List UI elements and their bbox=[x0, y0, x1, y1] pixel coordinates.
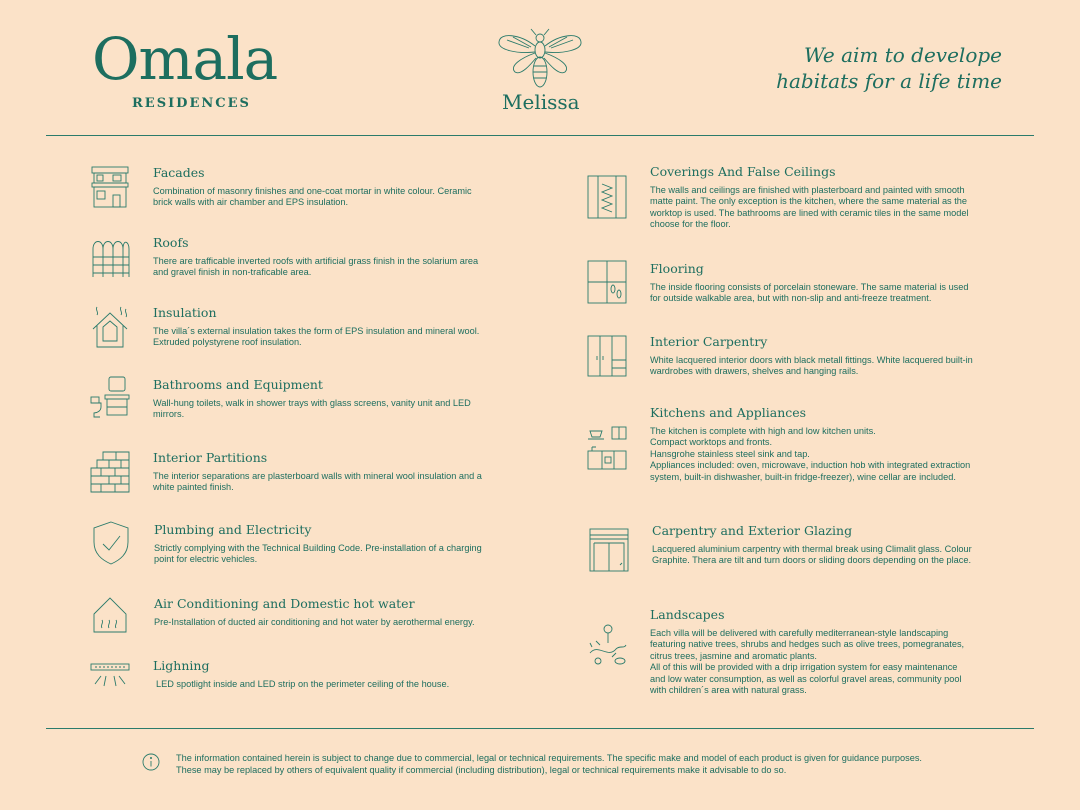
insulation-house-icon bbox=[91, 305, 131, 349]
facade-icon bbox=[91, 165, 131, 209]
description-line: Compact worktops and fronts. bbox=[650, 437, 773, 448]
feature-description: Pre-Installation of ducted air conditioning and hot water by aerothermal energy. bbox=[154, 617, 475, 627]
tagline-line-1: We aim to develope bbox=[803, 43, 1002, 67]
heating-house-icon bbox=[92, 596, 132, 640]
wall-covering-icon bbox=[588, 176, 628, 220]
feature-description: Combination of masonry finishes and one-coat mortar in white colour. Ceramic brick walls with air chamber and EPS insulation. bbox=[153, 186, 472, 208]
footer-divider bbox=[46, 728, 1034, 729]
shield-check-icon bbox=[92, 522, 132, 566]
feature-title: Interior Carpentry bbox=[650, 334, 768, 349]
feature-description: Lacquered aluminium carpentry with thermal break using Climalit glass. Colour Graphite. Thera are tilt and turn doors or sliding doors depending on the place. bbox=[652, 544, 972, 566]
feature-description: The villa´s external insulation takes the form of EPS insulation and mineral wool. Extruded polystyrene roof insulation. bbox=[153, 326, 480, 348]
feature-description: LED spotlight inside and LED strip on the perimeter ceiling of the house. bbox=[156, 679, 450, 689]
floor-tiles-icon bbox=[588, 261, 628, 305]
feature-description: The inside flooring consists of porcelain stoneware. The same material is used for outside walkable area, but with non-slip and anti-freeze treatment. bbox=[650, 282, 969, 304]
bathroom-icon bbox=[91, 377, 131, 421]
tagline-line-2: habitats for a life time bbox=[776, 69, 1002, 93]
feature-title: Air Conditioning and Domestic hot water bbox=[154, 596, 415, 611]
feature-title: Plumbing and Electricity bbox=[154, 522, 312, 537]
info-icon bbox=[142, 753, 160, 771]
feature-title: Coverings And False Ceilings bbox=[650, 164, 836, 179]
description-line: Appliances included: oven, microwave, induction hob with integrated extraction system, built-in dishwasher, built-in fridge-freezer), wine cellar are included. bbox=[650, 460, 971, 482]
feature-description bbox=[650, 628, 975, 696]
header-divider bbox=[46, 135, 1034, 136]
logo-subtitle: RESIDENCES bbox=[132, 96, 251, 111]
feature-description: The walls and ceilings are finished with plasterboard and painted with smooth matte paint. The only exception is the kitchen, where the same material as the worktop is used. The bathrooms are lined with ceramic tiles in the same model choose for the floor. bbox=[650, 185, 969, 230]
window-icon bbox=[590, 529, 630, 573]
description-line: All of this will be provided with a drip irrigation system for easy maintenance and low water consumption, as well as colorful gravel areas, community pool with children´s area with natural grass. bbox=[650, 662, 962, 696]
kitchen-icon bbox=[588, 425, 628, 469]
description-line: Hansgrohe stainless steel sink and tap. bbox=[650, 448, 810, 459]
feature-title: Roofs bbox=[153, 235, 189, 250]
feature-description: White lacquered interior doors with black metall fittings. White lacquered built-in wardrobes with drawers, shelves and hanging rails. bbox=[650, 355, 973, 377]
led-light-icon bbox=[91, 658, 131, 702]
feature-description: There are trafficable inverted roofs with artificial grass finish in the solarium area and gravel finish in non-traficable area. bbox=[153, 256, 479, 278]
feature-title: Facades bbox=[153, 165, 205, 180]
bee-icon bbox=[495, 28, 585, 92]
description-line: The kitchen is complete with high and low kitchen units. bbox=[650, 426, 876, 436]
feature-description bbox=[650, 426, 975, 483]
tagline bbox=[776, 42, 1002, 94]
feature-description: Wall-hung toilets, walk in shower trays with glass screens, vanity unit and LED mirrors. bbox=[153, 398, 471, 420]
omala-logo: Omala bbox=[92, 25, 278, 93]
feature-description: The interior separations are plasterboard walls with mineral wool insulation and a white painted finish. bbox=[153, 471, 482, 493]
feature-title: Flooring bbox=[650, 261, 704, 276]
feature-title: Landscapes bbox=[650, 607, 725, 622]
feature-title: Carpentry and Exterior Glazing bbox=[652, 523, 853, 538]
landscape-icon bbox=[588, 623, 628, 667]
brick-wall-icon bbox=[91, 450, 131, 494]
roof-tiles-icon bbox=[91, 235, 131, 279]
feature-description: Strictly complying with the Technical Building Code. Pre-installation of a charging point for electric vehicles. bbox=[154, 543, 482, 565]
feature-title: Insulation bbox=[153, 305, 217, 320]
feature-title: Kitchens and Appliances bbox=[650, 405, 807, 420]
feature-title: Bathrooms and Equipment bbox=[153, 377, 323, 392]
disclaimer-text: The information contained herein is subject to change due to commercial, legal or technical requirements. The specific make and model of each product is given for guidance purposes. These may be replaced by others of equivalent quality if commercial (including distribution), legal or technical requirements make it advisable to do so. bbox=[176, 753, 922, 775]
wardrobe-icon bbox=[588, 334, 628, 378]
feature-title: Interior Partitions bbox=[153, 450, 268, 465]
description-line: Each villa will be delivered with carefully mediterranean-style landscaping featuring native trees, shrubs and hedges such as olive trees, pomegranates, citrus trees, jasmine and aromatic plants. bbox=[650, 628, 965, 661]
melissa-wordmark: Melissa bbox=[502, 90, 580, 114]
feature-title: Lighning bbox=[153, 658, 210, 673]
